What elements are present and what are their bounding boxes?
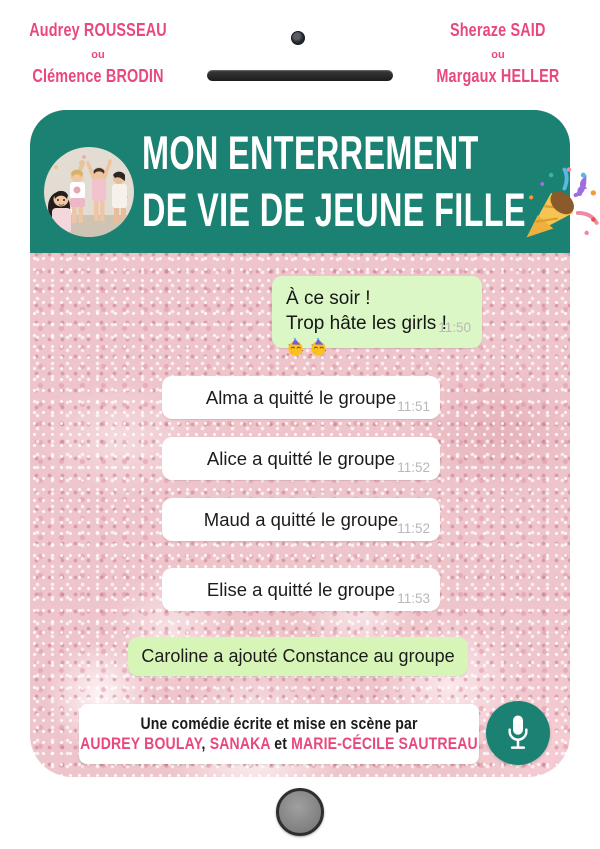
credits-separator: et xyxy=(270,734,292,753)
message-timestamp: 11:53 xyxy=(397,591,430,606)
cast-block-left xyxy=(8,20,188,87)
system-message-text: Maud a quitté le groupe xyxy=(203,508,399,530)
credits-separator: , xyxy=(201,734,210,753)
message-line: À ce soir ! xyxy=(286,288,371,309)
message-timestamp: 11:52 xyxy=(397,460,430,475)
message-timestamp: 11:52 xyxy=(397,521,430,536)
system-message-text: Alma a quitté le groupe xyxy=(205,386,397,408)
cast-name: Audrey ROUSSEAU xyxy=(29,20,167,40)
show-title xyxy=(142,124,570,238)
author-name: AUDREY BOULAY xyxy=(80,734,202,753)
cast-or-label: ou xyxy=(491,49,505,61)
author-name: MARIE-CÉCILE SAUTREAU xyxy=(291,734,478,753)
cast-or-label: ou xyxy=(91,49,105,61)
credits-intro: Une comédie écrite et mise en scène par xyxy=(140,714,418,733)
cast-name: Sheraze SAID xyxy=(450,20,546,40)
system-message xyxy=(162,498,440,541)
credits-card xyxy=(79,704,479,764)
group-add-message xyxy=(128,637,468,676)
system-message xyxy=(162,437,440,480)
party-popper-icon xyxy=(520,163,600,245)
message-line: Trop hâte les girls ! xyxy=(286,313,447,334)
cast-block-right xyxy=(408,20,588,87)
group-avatar[interactable] xyxy=(44,147,134,237)
credits-authors xyxy=(80,735,478,754)
microphone-icon xyxy=(503,713,533,753)
partying-face-emoji-row xyxy=(286,338,468,357)
show-title-line1: MON ENTERREMENT xyxy=(142,126,479,179)
show-title-line2: DE VIE DE JEUNE FILLE xyxy=(142,183,526,236)
group-add-text: Caroline a ajouté Constance au groupe xyxy=(141,646,455,666)
microphone-button[interactable] xyxy=(486,701,550,765)
system-message-text: Alice a quitté le groupe xyxy=(206,447,396,469)
group-photo-icon xyxy=(44,147,134,237)
partying-face-icon xyxy=(286,338,305,357)
home-button[interactable] xyxy=(276,788,324,836)
system-message-text: Elise a quitté le groupe xyxy=(206,578,396,600)
system-message xyxy=(162,568,440,611)
author-name: SANAKA xyxy=(209,734,271,753)
cast-name: Margaux HELLER xyxy=(436,66,560,86)
speaker-grille-icon xyxy=(207,70,393,81)
phone-screen xyxy=(30,110,570,777)
message-timestamp: 11:50 xyxy=(438,320,471,335)
outgoing-message-bubble xyxy=(272,276,482,348)
system-message xyxy=(162,376,440,419)
partying-face-icon xyxy=(309,338,328,357)
chat-header xyxy=(30,110,570,253)
front-camera-icon xyxy=(291,31,305,45)
message-timestamp: 11:51 xyxy=(397,399,430,414)
cast-name: Clémence BRODIN xyxy=(32,66,164,86)
